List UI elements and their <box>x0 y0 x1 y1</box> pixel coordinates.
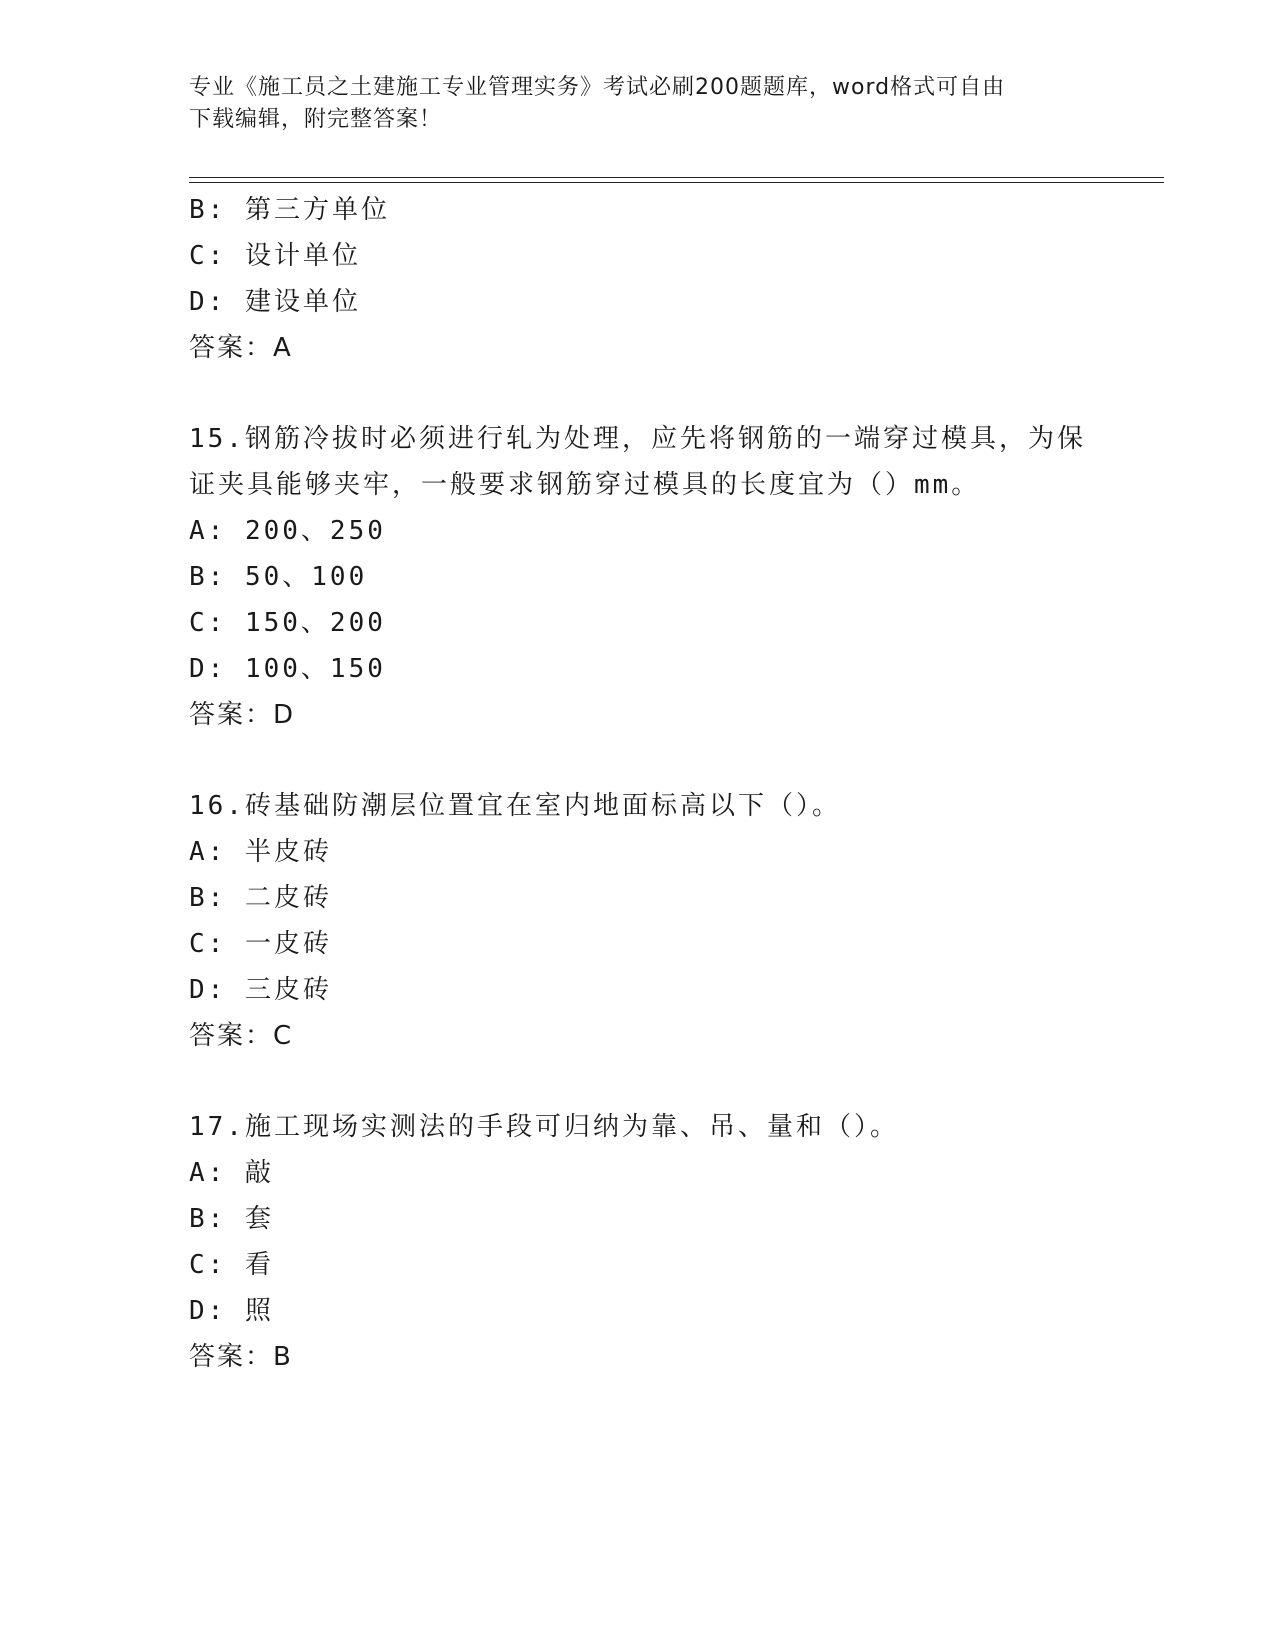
option-d: D: 三皮砖 <box>189 975 332 1005</box>
option-c: C: 一皮砖 <box>189 929 332 959</box>
question-text: 17.施工现场实测法的手段可归纳为靠、吊、量和（）。 <box>189 1112 899 1142</box>
answer-line: 答案：D <box>189 700 296 730</box>
option-c: C: 看 <box>189 1250 274 1280</box>
option-b: B: 第三方单位 <box>189 195 390 225</box>
option-a: A: 敲 <box>189 1158 274 1188</box>
spacer <box>189 1059 1089 1104</box>
option-c: C: 150、200 <box>189 608 386 638</box>
header-divider-top <box>189 177 1164 178</box>
answer-line: 答案：C <box>189 1021 294 1051</box>
answer-line: 答案：A <box>189 333 293 363</box>
option-c: C: 设计单位 <box>189 241 361 271</box>
document-header <box>189 72 1079 136</box>
option-a: A: 200、250 <box>189 516 386 546</box>
option-b: B: 套 <box>189 1204 274 1234</box>
spacer <box>189 371 1089 416</box>
option-b: B: 50、100 <box>189 562 368 592</box>
header-divider-bottom <box>189 182 1164 183</box>
question-16 <box>189 783 1089 1059</box>
header-line-1: 专业《施工员之土建施工专业管理实务》考试必刷200题题库，word格式可自由 <box>189 75 1006 100</box>
option-d: D: 照 <box>189 1296 274 1326</box>
question-list <box>189 187 1089 1380</box>
option-d: D: 100、150 <box>189 654 386 684</box>
option-b: B: 二皮砖 <box>189 883 332 913</box>
answer-line: 答案：B <box>189 1342 293 1372</box>
option-d: D: 建设单位 <box>189 287 361 317</box>
question-text: 16.砖基础防潮层位置宜在室内地面标高以下（）。 <box>189 791 841 821</box>
question-15 <box>189 416 1089 738</box>
spacer <box>189 738 1089 783</box>
header-line-2: 下载编辑，附完整答案！ <box>189 107 443 132</box>
question-text: 证夹具能够夹牢，一般要求钢筋穿过模具的长度宜为（）mm。 <box>189 470 981 500</box>
question-14-tail <box>189 187 1089 371</box>
question-17 <box>189 1104 1089 1380</box>
question-text: 15.钢筋冷拔时必须进行轧为处理，应先将钢筋的一端穿过模具，为保 <box>189 424 1086 454</box>
option-a: A: 半皮砖 <box>189 837 332 867</box>
